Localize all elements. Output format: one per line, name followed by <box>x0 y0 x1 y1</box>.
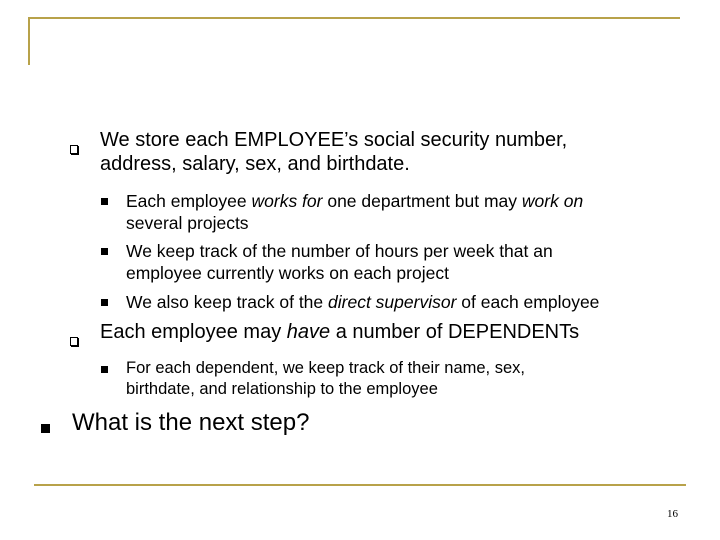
filled-square-bullet-icon <box>101 248 108 255</box>
sub-bullet-text-line: For each dependent, we keep track of their name, sex, <box>126 359 525 377</box>
bullet-text-line: Each employee may have a number of DEPENDENTs <box>100 321 580 343</box>
sub-bullet-text-line: birthdate, and relationship to the employee <box>126 380 438 398</box>
sub-bullet-text-line: We keep track of the number of hours per week that an <box>126 241 553 261</box>
bullet-text-line: We store each EMPLOYEE’s social security number, <box>100 129 568 151</box>
sub-bullet-text-line: several projects <box>126 213 249 233</box>
bullet-text-line: What is the next step? <box>72 409 310 436</box>
bullet-text-line: address, salary, sex, and birthdate. <box>100 153 410 175</box>
sub-bullet-text-line: Each employee works for one department but may work on <box>126 191 584 211</box>
filled-square-bullet-icon <box>101 198 108 205</box>
sub-bullet-text-line: employee currently works on each project <box>126 263 449 283</box>
filled-square-bullet-icon <box>41 424 50 433</box>
hollow-square-bullet-icon <box>70 145 78 154</box>
page-number: 16 <box>667 508 678 520</box>
left-rule <box>28 17 30 65</box>
hollow-square-bullet-icon <box>70 337 78 346</box>
top-rule <box>28 17 680 19</box>
filled-square-bullet-icon <box>101 366 108 373</box>
sub-bullet-text-line: We also keep track of the direct supervisor of each employee <box>126 292 600 312</box>
bottom-rule <box>34 484 686 486</box>
filled-square-bullet-icon <box>101 299 108 306</box>
